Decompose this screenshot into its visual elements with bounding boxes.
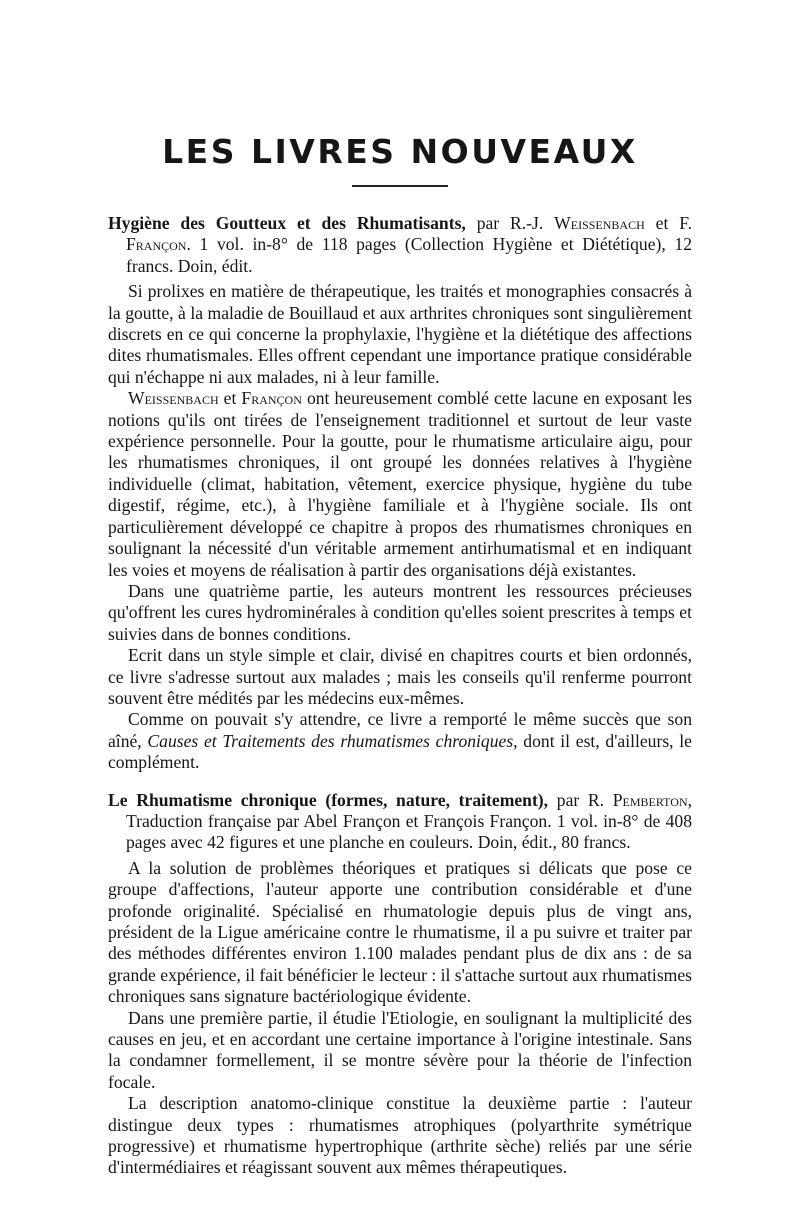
author-name: Françon [241, 388, 302, 409]
book-title: Hygiène des Goutteux et des Rhumatisants, [108, 213, 466, 233]
cited-book-title: Causes et Traitements des rhumatismes chroniques, [147, 730, 518, 751]
by-text: par R. [556, 789, 605, 810]
review-paragraph: Dans une quatrième partie, les auteurs montrent les ressources précieuses qu'offrent les cures hydrominérales à condition qu'elles soient prescrites à temps et suivies dans de bonnes conditions. [108, 580, 692, 644]
review-paragraph: Dans une première partie, il étudie l'Etiologie, en soulignant la multiplicité des causes en jeu, et en accordant une certaine importance à l'origine intestinale. Sans la condamner formellement, il se montre sévère pour la théorie de l'infection focale. [108, 1007, 692, 1092]
paragraph-text: dont il est, d'ailleurs, le complément. [108, 730, 692, 773]
paragraph-text: ont heureusement comblé cette lacune en exposant les notions qu'ils ont tirées de l'enseignement traditionnel et surtout de leur vaste expérience personnelle. Pour la goutte, pour le rhumatisme articulaire aigu, pour les rhumatismes chroniques, il ont groupé les données relatives à l'hygiène individuelle (climat, habitation, vêtement, exercice physique, hygiène du tube digestif, régime, etc.), à l'hygiène familiale et à l'hygiène sociale. Ils ont particulièrement développé ce chapitre à propos des rhumatismes chroniques en soulignant la nécessité d'un véritable armement antirhumatismal et en indiquant les voies et moyens de réalisation à partir des organisations déjà existantes. [108, 388, 692, 580]
review-paragraph: Ecrit dans un style simple et clair, divisé en chapitres courts et bien ordonnés, ce livre s'adresse surtout aux malades ; mais les conseils qu'il renferme pourront souvent être médités par les médecins eux-mêmes. [108, 645, 692, 708]
book-details: 1 vol. in-8° de 118 pages (Collection Hygiène et Diététique), 12 francs. Doin, édit. [126, 234, 692, 276]
paragraph-text: Comme on pouvait s'y attendre, ce livre a remporté le même succès que son aîné, [108, 709, 692, 751]
conjunction-text: et [223, 388, 237, 409]
review-paragraph: A la solution de problèmes théoriques et pratiques si délicats que pose ce groupe d'affections, l'auteur apporte une contribution considérable et d'une profonde originalité. Spécialisé en rhumatologie depuis plus de vingt ans, président de la Ligue américaine contre le rhumatisme, il a pu suivre et traiter par des méthodes différentes environ 1.100 malades pendant plus de dix ans : de sa grande expérience, il fait bénéficier le lecteur : il s'attache surtout aux rhumatismes chroniques sans signature bactériologique évidente. [108, 857, 693, 1007]
book-details: Traduction française par Abel Françon et François Françon. 1 vol. in-8° de 408 pages avec 42 figures et une planche en couleurs. Doin, édit., 80 francs. [126, 810, 692, 853]
section-heading: LES LIVRES NOUVEAUX [162, 132, 638, 171]
review-entry-header [108, 213, 692, 277]
reviews-column [108, 213, 692, 1179]
author-name: Pemberton, [612, 789, 693, 810]
review-goutteux [108, 213, 692, 774]
heading-rule [352, 185, 448, 187]
author-name: F. Françon. [126, 213, 693, 255]
review-paragraph: Si prolixes en matière de thérapeutique, les traités et monographies consacrés à la goutte, à la maladie de Bouillaud et aux arthrites chroniques sont singulièrement discrets en ce qui concerne la prophylaxie, l'hygiène et la diététique des affections dites rhumatismales. Elles offrent cependant une importance pratique considérable qui n'échappe ni aux malades, ni à leur famille. [108, 281, 692, 387]
author-name: Weissenbach [128, 388, 219, 409]
by-text: par R.-J. [476, 213, 544, 233]
review-paragraph [108, 388, 692, 581]
book-title: Le Rhumatisme chronique (formes, nature, traitement), [108, 789, 549, 810]
conjunction-text: et [655, 213, 669, 233]
review-paragraph [108, 709, 692, 773]
author-name: Weissenbach [554, 213, 645, 233]
review-entry-header [108, 790, 692, 854]
review-paragraph: La description anatomo-clinique constitue la deuxième partie : l'auteur distingue deux types : rhumatismes atrophiques (polyarthrite symétrique progressive) et rhumatisme hypertrophique (arthrite sèche) reliés par une série d'intermédiaires et réagissant souvent aux mêmes thérapeutiques. [108, 1093, 692, 1178]
review-rhumatisme-chronique [108, 790, 692, 1179]
